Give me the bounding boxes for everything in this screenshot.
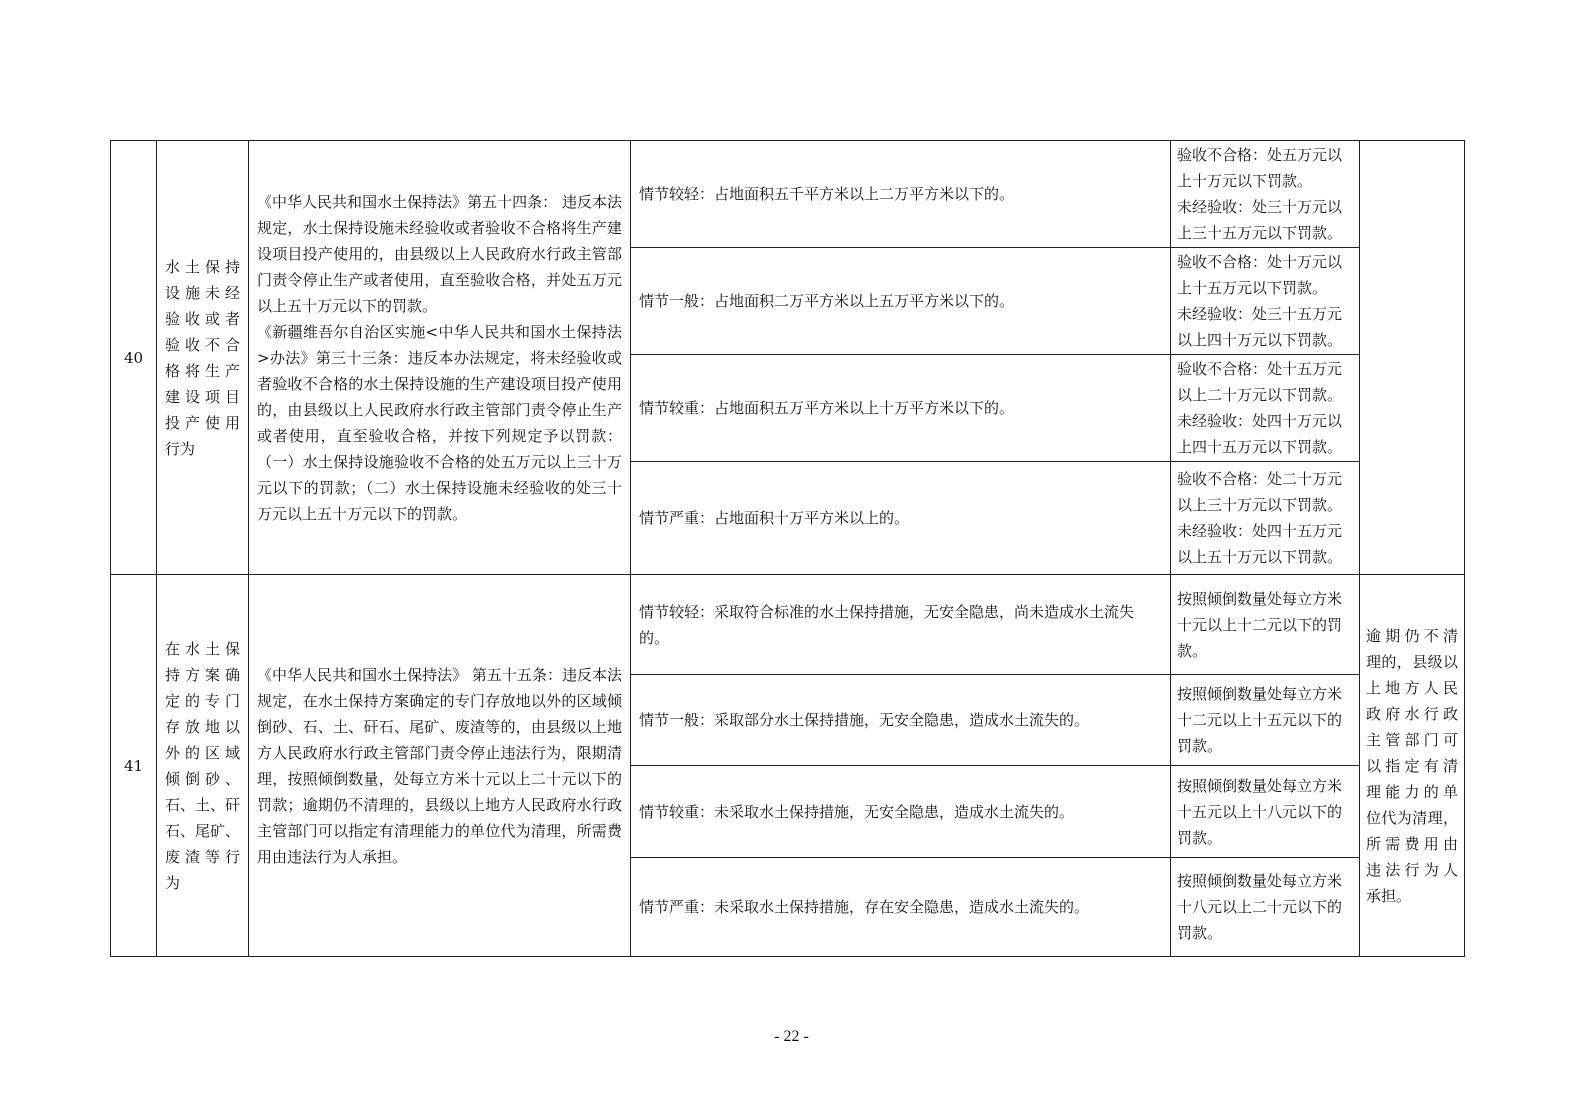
act-line: 定的专门 <box>165 691 240 710</box>
fine-line: 按照倾倒数量处每立方米 <box>1177 685 1343 703</box>
remark-line: 理的，县级以 <box>1366 652 1458 671</box>
fine-line: 验收不合格：处二十万元 <box>1177 470 1343 488</box>
penalty-standard <box>1171 575 1360 675</box>
circumstance-level: 情节严重：占地面积十万平方米以上的。 <box>631 462 1171 575</box>
violation-act <box>157 141 249 575</box>
remark-line: 位代为清理， <box>1366 808 1458 827</box>
penalty-table <box>110 140 1465 957</box>
penalty-standard <box>1171 675 1360 766</box>
page-number: - 22 - <box>774 1028 809 1045</box>
penalty-standard <box>1171 141 1360 248</box>
fine-line: 罚款。 <box>1177 828 1223 847</box>
remark-line: 以指定有清 <box>1366 756 1458 775</box>
circumstance-level: 情节一般：采取部分水土保持措施，无安全隐患，造成水土流失的。 <box>631 675 1171 766</box>
fine-line: 按照倾倒数量处每立方米 <box>1177 776 1343 795</box>
fine-line: 未经验收：处三十五万元 <box>1177 305 1343 323</box>
fine-line: 以上二十万元以下罚款。 <box>1177 386 1343 404</box>
row-number: 41 <box>111 575 157 957</box>
legal-basis-paragraph: 《中华人民共和国水土保持法》 第五十五条：违反本法规定，在水土保持方案确定的专门存放地以外的区域倾倒砂、石、土、矸石、尾矿、废渣等的，由县级以上地方人民政府水行政主管部门责令停止违法行为，限期清理，按照倾倒数量，处每立方米十元以上二十元以下的罚款；逾期仍不清理的，县级以上地方人民政府水行政主管部门可以指定有清理能力的单位代为清理，所需费用由违法行为人承担。 <box>257 665 622 866</box>
penalty-standard <box>1171 248 1360 355</box>
circumstance-level: 情节较轻：占地面积五千平方米以上二万平方米以下的。 <box>631 141 1171 248</box>
penalty-standard <box>1171 766 1360 858</box>
act-line: 石、土、矸 <box>165 795 241 814</box>
fine-line: 按照倾倒数量处每立方米 <box>1177 872 1343 890</box>
remark-line: 所需费用由 <box>1366 834 1458 853</box>
fine-line: 未经验收：处四十五万元 <box>1177 522 1343 540</box>
table-row <box>111 575 1465 675</box>
remark-line: 政府水行政 <box>1366 704 1458 723</box>
table-row <box>111 141 1465 248</box>
fine-line: 款。 <box>1177 641 1208 660</box>
act-line: 石、尾矿、 <box>165 821 241 840</box>
fine-line: 十五元以上十八元以下的 <box>1177 802 1343 821</box>
fine-line: 上十五万元以下罚款。 <box>1177 279 1328 297</box>
remark-line: 理能力的单 <box>1366 782 1458 801</box>
legal-basis <box>249 141 631 575</box>
fine-line: 十八元以上二十元以下的 <box>1177 898 1343 916</box>
violation-act <box>157 575 249 957</box>
circumstance-level: 情节较重：占地面积五万平方米以上十万平方米以下的。 <box>631 355 1171 462</box>
remark-line: 主管部门可 <box>1366 730 1458 749</box>
circumstance-level: 情节严重：未采取水土保持措施，存在安全隐患，造成水土流失的。 <box>631 858 1171 957</box>
fine-line: 验收不合格：处五万元以 <box>1177 146 1343 164</box>
fine-line: 未经验收：处三十万元以 <box>1177 198 1343 216</box>
act-line: 格将生产 <box>165 361 240 380</box>
remark-line: 承担。 <box>1366 886 1412 905</box>
remark-line: 上地方人民 <box>1366 678 1458 697</box>
act-line: 倾倒砂、 <box>165 769 240 788</box>
circumstance-level: 情节一般：占地面积二万平方米以上五万平方米以下的。 <box>631 248 1171 355</box>
remark-line: 违法行为人 <box>1366 860 1458 879</box>
penalty-standard <box>1171 858 1360 957</box>
fine-line: 按照倾倒数量处每立方米 <box>1177 589 1343 608</box>
act-line: 验收或者 <box>165 309 240 328</box>
legal-basis <box>249 575 631 957</box>
act-line: 水土保持 <box>165 257 240 276</box>
fine-line: 以上五十万元以下罚款。 <box>1177 548 1343 566</box>
remark-line: 逾期仍不清 <box>1366 626 1458 645</box>
remarks-cell <box>1360 575 1465 957</box>
act-line: 行为 <box>165 439 196 458</box>
act-line: 验收不合 <box>165 335 240 354</box>
circumstance-level: 情节较重：未采取水土保持措施，无安全隐患，造成水土流失的。 <box>631 766 1171 858</box>
fine-line: 十元以上十二元以下的罚 <box>1177 615 1343 634</box>
legal-basis-paragraph: 《中华人民共和国水土保持法》第五十四条： 违反本法规定，水土保持设施未经验收或者验收不合格将生产建设项目投产使用的，由县级以上人民政府水行政主管部门责令停止生产或者使用，直至验收合格，并处五万元以上五十万元以下的罚款。 <box>257 192 622 315</box>
fine-line: 验收不合格：处十五万元 <box>1177 360 1343 378</box>
fine-line: 罚款。 <box>1177 924 1223 942</box>
fine-line: 未经验收：处四十万元以 <box>1177 412 1343 430</box>
row-number: 40 <box>111 141 157 575</box>
fine-line: 验收不合格：处十万元以 <box>1177 253 1343 271</box>
act-line: 持方案确 <box>165 665 240 684</box>
fine-line: 罚款。 <box>1177 737 1223 755</box>
fine-line: 十二元以上十五元以下的 <box>1177 711 1343 729</box>
act-line: 设施未经 <box>165 283 240 302</box>
act-line: 在水土保 <box>165 639 240 658</box>
fine-line: 上四十五万元以下罚款。 <box>1177 438 1343 456</box>
circumstance-level: 情节较轻：采取符合标准的水土保持措施，无安全隐患，尚未造成水土流失的。 <box>631 575 1171 675</box>
act-line: 外的区域 <box>165 743 240 762</box>
act-line: 投产使用 <box>165 413 240 432</box>
legal-basis-paragraph: 《新疆维吾尔自治区实施<中华人民共和国水土保持法>办法》第三十三条：违反本办法规定，将未经验收或者验收不合格的水土保持设施的生产建设项目投产使用的，由县级以上人民政府水行政主管部门责令停止生产或者使用，直至验收合格，并按下列规定予以罚款：（一）水土保持设施验收不合格的处五万元以上三十万元以下的罚款；（二）水土保持设施未经验收的处三十万元以上五十万元以下的罚款。 <box>257 322 622 523</box>
penalty-standard <box>1171 462 1360 575</box>
penalty-standard <box>1171 355 1360 462</box>
fine-line: 上十万元以下罚款。 <box>1177 172 1313 190</box>
remarks-cell <box>1360 141 1465 575</box>
act-line: 为 <box>165 873 181 892</box>
fine-line: 以上三十万元以下罚款。 <box>1177 496 1343 514</box>
fine-line: 上三十五万元以下罚款。 <box>1177 224 1343 242</box>
act-line: 建设项目 <box>165 387 240 406</box>
act-line: 存放地以 <box>165 717 240 736</box>
fine-line: 以上四十万元以下罚款。 <box>1177 331 1343 349</box>
act-line: 废渣等行 <box>165 847 240 866</box>
